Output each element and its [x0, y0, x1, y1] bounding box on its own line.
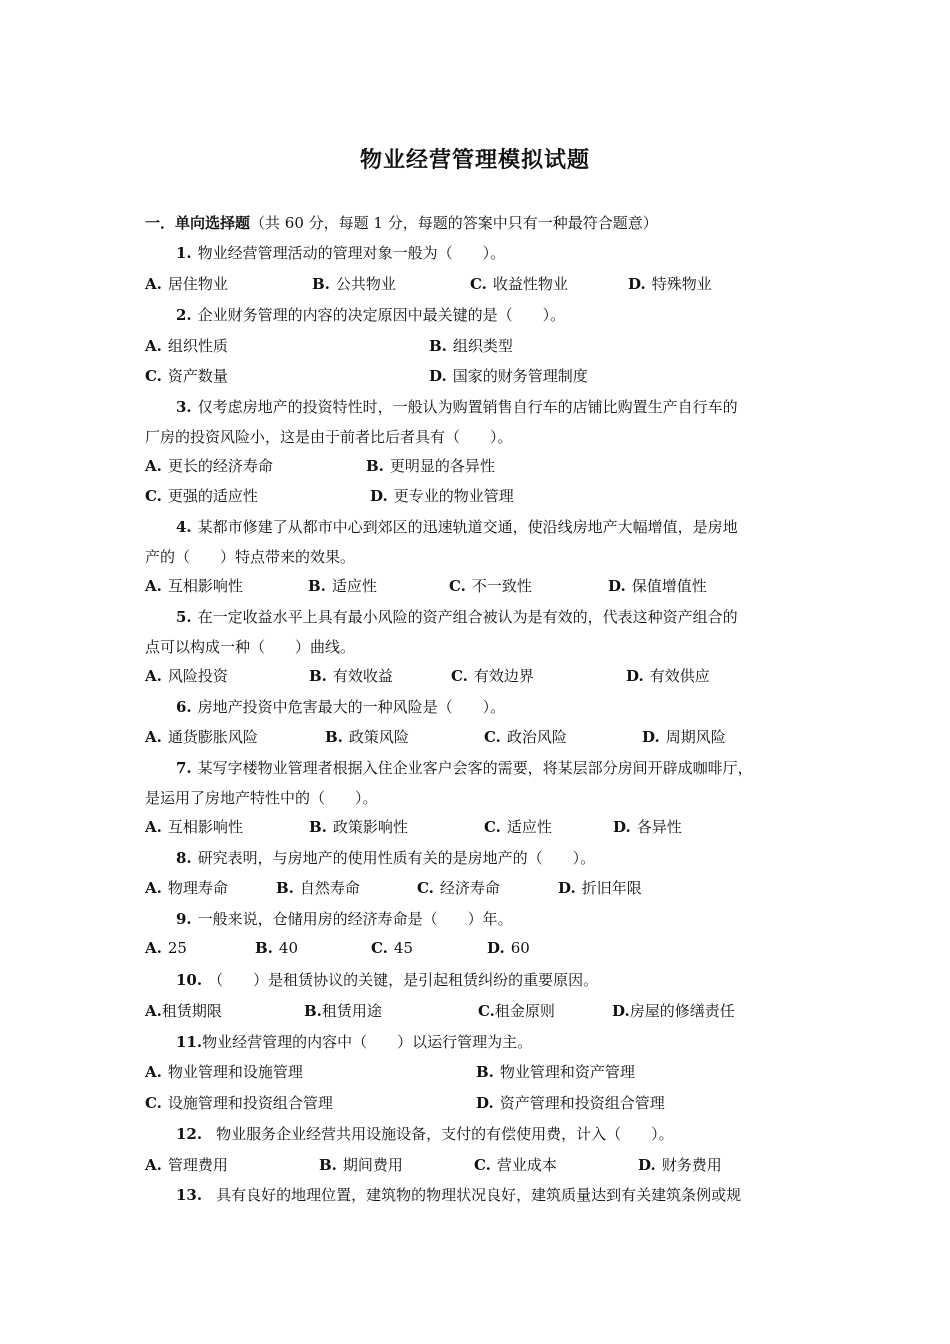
- option-c: [145, 485, 258, 506]
- question-number: 9.: [176, 910, 192, 928]
- option-letter: C.: [417, 879, 434, 897]
- option-letter: A.: [145, 1156, 162, 1174]
- question-number: 6.: [176, 698, 192, 716]
- option-text: 风险投资: [167, 667, 228, 685]
- option-text: 互相影响性: [167, 818, 243, 836]
- question-4: [176, 516, 738, 537]
- option-letter: A.: [145, 818, 162, 836]
- section-heading-text: ．单向选择题: [160, 214, 251, 232]
- option-letter: A.: [145, 728, 162, 746]
- option-letter: B.: [308, 577, 326, 595]
- option-letter: B.: [304, 1002, 322, 1020]
- option-text: 更专业的物业管理: [393, 487, 514, 505]
- option-d: [638, 1154, 722, 1175]
- option-d: [642, 726, 726, 747]
- option-c: [145, 365, 228, 386]
- option-text: 国家的财务管理制度: [452, 367, 588, 385]
- question-number: 7.: [176, 759, 192, 777]
- option-text: 营业成本: [496, 1156, 557, 1174]
- option-letter: D.: [608, 577, 626, 595]
- option-text: 物理寿命: [167, 879, 228, 897]
- option-text: 折旧年限: [581, 879, 642, 897]
- question-text: 某都市修建了从都市中心到郊区的迅速轨道交通，使沿线房地产大幅增值，是房地: [197, 518, 738, 536]
- option-d: [626, 665, 710, 686]
- option-text: 物业管理和设施管理: [167, 1063, 303, 1081]
- option-c: [449, 575, 532, 596]
- option-text: 居住物业: [167, 275, 228, 293]
- option-letter: A.: [145, 457, 162, 475]
- option-letter: D.: [429, 367, 447, 385]
- option-text: 有效边界: [473, 667, 534, 685]
- option-letter: B.: [429, 337, 447, 355]
- question-text-continued: 点可以构成一种（ ）曲线。: [145, 638, 356, 656]
- option-c: [371, 939, 413, 957]
- option-letter: C.: [145, 487, 162, 505]
- option-letter: C.: [470, 275, 487, 293]
- option-letter: D.: [476, 1094, 494, 1112]
- question-10: [176, 969, 598, 990]
- question-number: 8.: [176, 849, 192, 867]
- option-text: 保值增值性: [631, 577, 707, 595]
- option-b: [366, 455, 495, 476]
- option-letter: B.: [325, 728, 343, 746]
- option-letter: B.: [309, 667, 327, 685]
- question-text: 物业经营管理的内容中（ ）以运行管理为主。: [202, 1033, 533, 1051]
- option-text: 经济寿命: [439, 879, 500, 897]
- option-b: [319, 1154, 403, 1175]
- option-letter: A.: [145, 337, 162, 355]
- option-text: 自然寿命: [299, 879, 360, 897]
- option-text: 租金原则: [494, 1002, 555, 1020]
- option-text: 租赁用途: [321, 1002, 382, 1020]
- section-heading: [145, 212, 658, 233]
- option-text: 不一致性: [471, 577, 532, 595]
- question-text: 物业经营管理活动的管理对象一般为（ ）。: [197, 244, 506, 262]
- option-letter: B.: [476, 1063, 494, 1081]
- option-letter: D.: [612, 1002, 630, 1020]
- option-d: [608, 575, 707, 596]
- option-text: 特殊物业: [651, 275, 712, 293]
- option-letter: C.: [145, 367, 162, 385]
- option-text: 60: [510, 939, 530, 957]
- question-text: 仅考虑房地产的投资特性时，一般认为购置销售自行车的店铺比购置生产自行车的: [197, 398, 738, 416]
- option-b: [309, 816, 408, 837]
- option-a: [145, 1061, 303, 1082]
- option-letter: D.: [628, 275, 646, 293]
- option-text: 物业管理和资产管理: [499, 1063, 635, 1081]
- question-text: 研究表明，与房地产的使用性质有关的是房地产的（ ）。: [197, 849, 596, 867]
- option-d: [613, 816, 682, 837]
- option-d: [628, 273, 712, 294]
- option-letter: D.: [642, 728, 660, 746]
- option-letter: A.: [145, 275, 162, 293]
- question-number: 12.: [176, 1125, 203, 1143]
- question-text: 一般来说，仓储用房的经济寿命是（ ）年。: [197, 910, 513, 928]
- option-b: [308, 575, 377, 596]
- option-text: 各异性: [636, 818, 682, 836]
- question-6: [176, 696, 505, 717]
- question-text-continued: 产的（ ）特点带来的效果。: [145, 548, 356, 566]
- option-text: 房屋的修缮责任: [629, 1002, 735, 1020]
- option-letter: C.: [449, 577, 466, 595]
- option-letter: C.: [451, 667, 468, 685]
- option-text: 通货膨胀风险: [167, 728, 258, 746]
- question-number: 10.: [176, 971, 203, 989]
- option-d: [558, 877, 642, 898]
- page-title: 物业经营管理模拟试题: [359, 147, 590, 173]
- question-3: [176, 396, 738, 417]
- option-letter: D.: [558, 879, 576, 897]
- option-letter: A.: [145, 1063, 162, 1081]
- option-b: [476, 1061, 635, 1082]
- option-letter: D.: [370, 487, 388, 505]
- option-d: [429, 365, 588, 386]
- option-b: [429, 335, 513, 356]
- option-letter: C.: [484, 818, 501, 836]
- option-letter: A.: [145, 879, 162, 897]
- question-text-continued: 是运用了房地产特性中的（ ）。: [145, 789, 378, 807]
- option-text: 财务费用: [661, 1156, 722, 1174]
- question-text: 物业服务企业经营共用设施设备，支付的有偿使用费，计入（ ）。: [216, 1125, 674, 1143]
- option-text: 有效收益: [332, 667, 393, 685]
- question-text: 在一定收益水平上具有最小风险的资产组合被认为是有效的，代表这种资产组合的: [197, 608, 738, 626]
- option-letter: C.: [474, 1156, 491, 1174]
- option-letter: B.: [319, 1156, 337, 1174]
- question-number: 2.: [176, 306, 192, 324]
- option-c: [417, 877, 500, 898]
- option-letter: A.: [145, 667, 162, 685]
- question-number: 11.: [176, 1033, 203, 1051]
- option-letter: D.: [626, 667, 644, 685]
- option-text: 管理费用: [167, 1156, 228, 1174]
- question-number: 5.: [176, 608, 192, 626]
- question-13: [176, 1184, 741, 1205]
- option-letter: A.: [145, 577, 162, 595]
- option-letter: C.: [478, 1002, 495, 1020]
- question-7: [176, 757, 753, 778]
- option-text: 有效供应: [649, 667, 710, 685]
- question-9: [176, 908, 513, 929]
- option-text: 组织性质: [167, 337, 228, 355]
- option-b: [276, 877, 360, 898]
- option-letter: D.: [487, 939, 505, 957]
- option-a: [145, 816, 243, 837]
- option-text: 政策风险: [348, 728, 409, 746]
- question-text: 具有良好的地理位置，建筑物的物理状况良好，建筑质量达到有关建筑条例或规: [216, 1186, 742, 1204]
- question-number: 3.: [176, 398, 192, 416]
- option-c: [484, 726, 567, 747]
- option-a: [145, 665, 228, 686]
- option-letter: D.: [613, 818, 631, 836]
- question-2: [176, 304, 565, 325]
- option-text: 更长的经济寿命: [167, 457, 273, 475]
- option-text: 资产管理和投资组合管理: [499, 1094, 665, 1112]
- option-text: 适应性: [506, 818, 552, 836]
- option-letter: B.: [366, 457, 384, 475]
- question-8: [176, 847, 595, 868]
- option-letter: B.: [312, 275, 330, 293]
- option-a: [145, 726, 258, 747]
- option-a: [145, 335, 228, 356]
- option-text: 适应性: [331, 577, 377, 595]
- option-letter: C.: [371, 939, 388, 957]
- option-d: [487, 939, 530, 957]
- option-c: [478, 1000, 555, 1021]
- option-a: [145, 877, 228, 898]
- option-d: [370, 485, 514, 506]
- option-a: [145, 273, 228, 294]
- question-text: 房地产投资中危害最大的一种风险是（ ）。: [197, 698, 506, 716]
- option-b: [304, 1000, 382, 1021]
- option-a: [145, 455, 273, 476]
- option-b: [255, 939, 298, 957]
- question-11: [176, 1031, 532, 1052]
- option-b: [309, 665, 393, 686]
- question-text: 企业财务管理的内容的决定原因中最关键的是（ ）。: [197, 306, 566, 324]
- option-text: 期间费用: [342, 1156, 403, 1174]
- option-a: [145, 575, 243, 596]
- option-text: 45: [393, 939, 413, 957]
- option-letter: A.: [145, 1002, 162, 1020]
- question-text-continued: 厂房的投资风险小，这是由于前者比后者具有（ ）。: [145, 428, 513, 446]
- option-a: [145, 1154, 228, 1175]
- option-text: 政策影响性: [332, 818, 408, 836]
- option-text: 更明显的各异性: [389, 457, 495, 475]
- option-text: 资产数量: [167, 367, 228, 385]
- option-letter: D.: [638, 1156, 656, 1174]
- option-text: 更强的适应性: [167, 487, 258, 505]
- option-letter: B.: [276, 879, 294, 897]
- question-text: 某写字楼物业管理者根据入住企业客户会客的需要，将某层部分房间开辟成咖啡厅，: [197, 759, 753, 777]
- question-12: [176, 1123, 674, 1144]
- question-text: （ ）是租赁协议的关键，是引起租赁纠纷的重要原因。: [208, 971, 599, 989]
- option-text: 组织类型: [452, 337, 513, 355]
- option-c: [484, 816, 552, 837]
- question-number: 13.: [176, 1186, 203, 1204]
- option-text: 40: [278, 939, 298, 957]
- option-c: [145, 1092, 333, 1113]
- option-letter: B.: [255, 939, 273, 957]
- section-note: （共 60 分，每题 1 分，每题的答案中只有一种最符合题意）: [250, 214, 658, 232]
- option-a: [145, 1000, 222, 1021]
- option-letter: C.: [484, 728, 501, 746]
- option-text: 周期风险: [665, 728, 726, 746]
- option-c: [470, 273, 568, 294]
- option-text: 设施管理和投资组合管理: [167, 1094, 333, 1112]
- option-letter: A.: [145, 939, 162, 957]
- option-text: 租赁期限: [161, 1002, 222, 1020]
- question-number: 4.: [176, 518, 192, 536]
- option-text: 收益性物业: [492, 275, 568, 293]
- option-text: 互相影响性: [167, 577, 243, 595]
- option-letter: B.: [309, 818, 327, 836]
- question-5: [176, 606, 738, 627]
- option-c: [451, 665, 534, 686]
- option-text: 25: [167, 939, 187, 957]
- option-d: [476, 1092, 665, 1113]
- option-c: [474, 1154, 557, 1175]
- option-text: 政治风险: [506, 728, 567, 746]
- option-b: [312, 273, 396, 294]
- section-number: 一: [145, 214, 161, 232]
- option-d: [612, 1000, 735, 1021]
- question-number: 1.: [176, 244, 192, 262]
- option-text: 公共物业: [335, 275, 396, 293]
- option-b: [325, 726, 409, 747]
- option-a: [145, 939, 187, 957]
- option-letter: C.: [145, 1094, 162, 1112]
- question-1: [176, 242, 505, 263]
